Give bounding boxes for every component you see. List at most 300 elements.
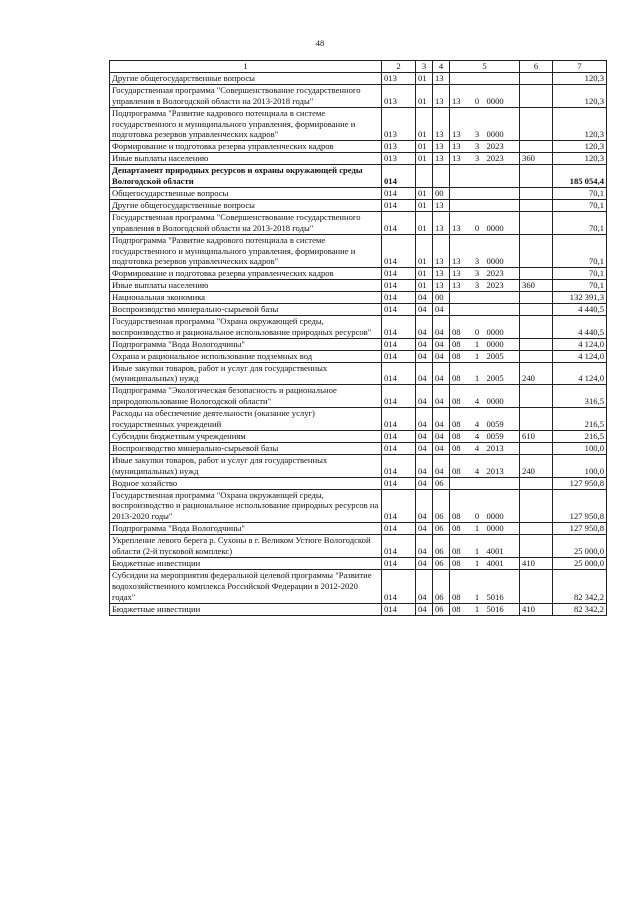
table-row xyxy=(110,304,607,316)
subprogram-code-cell: 0 xyxy=(470,211,485,234)
subprogram-code-cell: 1 xyxy=(470,338,485,350)
amount-cell: 4 124,0 xyxy=(553,350,607,362)
amount-cell: 127 950,8 xyxy=(553,489,607,523)
section-code-cell: 04 xyxy=(416,315,433,338)
direction-code-cell: 2005 xyxy=(485,362,520,385)
program-code-cell: 08 xyxy=(450,362,470,385)
direction-code-cell: 5016 xyxy=(485,603,520,615)
table-row xyxy=(110,557,607,569)
amount-cell: 127 950,8 xyxy=(553,523,607,535)
program-code-cell: 08 xyxy=(450,385,470,408)
section-code-cell: 04 xyxy=(416,338,433,350)
direction-code-cell: 0000 xyxy=(485,211,520,234)
program-code-cell: 13 xyxy=(450,141,470,153)
expense-type-cell xyxy=(520,442,553,454)
expense-type-cell: 410 xyxy=(520,557,553,569)
table-row xyxy=(110,187,607,199)
subprogram-code-cell: 0 xyxy=(470,84,485,107)
row-name-cell: Подпрограмма "Развитие кадрового потенциала в системе государственного и муниципального управления, формирование и подготовка резервов управленческих кадров" xyxy=(110,107,382,141)
amount-cell: 100,0 xyxy=(553,454,607,477)
section-code-cell: 04 xyxy=(416,385,433,408)
subsection-code-cell: 04 xyxy=(433,385,450,408)
section-code-cell: 01 xyxy=(416,199,433,211)
row-name-cell: Подпрограмма "Экологическая безопасность и рациональное природопользование Вологодской области" xyxy=(110,385,382,408)
expense-type-cell: 610 xyxy=(520,431,553,443)
section-code-cell: 01 xyxy=(416,234,433,268)
amount-cell: 70,1 xyxy=(553,280,607,292)
expense-type-cell xyxy=(520,350,553,362)
expense-type-cell: 360 xyxy=(520,153,553,165)
table-row xyxy=(110,199,607,211)
subprogram-code-cell xyxy=(470,304,485,316)
ministry-code-cell: 014 xyxy=(382,489,416,523)
table-row xyxy=(110,442,607,454)
direction-code-cell: 2023 xyxy=(485,153,520,165)
subsection-code-cell: 13 xyxy=(433,268,450,280)
direction-code-cell xyxy=(485,187,520,199)
program-code-cell xyxy=(450,292,470,304)
program-code-cell: 08 xyxy=(450,408,470,431)
header-col-6: 6 xyxy=(520,61,553,73)
subprogram-code-cell xyxy=(470,165,485,188)
amount-cell: 132 391,3 xyxy=(553,292,607,304)
direction-code-cell: 4001 xyxy=(485,557,520,569)
row-name-cell: Государственная программа "Совершенствование государственного управления в Вологодской области на 2013-2018 годы" xyxy=(110,84,382,107)
program-code-cell: 13 xyxy=(450,107,470,141)
subsection-code-cell: 04 xyxy=(433,338,450,350)
subsection-code-cell: 04 xyxy=(433,304,450,316)
program-code-cell: 08 xyxy=(450,569,470,603)
subprogram-code-cell: 3 xyxy=(470,107,485,141)
table-row xyxy=(110,315,607,338)
amount-cell: 4 440,5 xyxy=(553,315,607,338)
subsection-code-cell: 13 xyxy=(433,199,450,211)
subprogram-code-cell: 3 xyxy=(470,280,485,292)
subsection-code-cell: 13 xyxy=(433,84,450,107)
direction-code-cell: 2005 xyxy=(485,350,520,362)
ministry-code-cell: 013 xyxy=(382,84,416,107)
direction-code-cell: 0000 xyxy=(485,315,520,338)
row-name-cell: Иные закупки товаров, работ и услуг для государственных (муниципальных) нужд xyxy=(110,454,382,477)
amount-cell: 120,3 xyxy=(553,84,607,107)
expense-type-cell xyxy=(520,268,553,280)
row-name-cell: Иные закупки товаров, работ и услуг для государственных (муниципальных) нужд xyxy=(110,362,382,385)
expense-type-cell: 410 xyxy=(520,603,553,615)
section-code-cell: 01 xyxy=(416,187,433,199)
subsection-code-cell: 13 xyxy=(433,141,450,153)
ministry-code-cell: 013 xyxy=(382,107,416,141)
ministry-code-cell: 014 xyxy=(382,408,416,431)
table-row xyxy=(110,280,607,292)
ministry-code-cell: 013 xyxy=(382,153,416,165)
expense-type-cell xyxy=(520,569,553,603)
row-name-cell: Бюджетные инвестиции xyxy=(110,557,382,569)
table-row xyxy=(110,362,607,385)
section-code-cell: 04 xyxy=(416,431,433,443)
ministry-code-cell: 014 xyxy=(382,280,416,292)
table-row xyxy=(110,477,607,489)
program-code-cell: 08 xyxy=(450,535,470,558)
subprogram-code-cell: 3 xyxy=(470,268,485,280)
program-code-cell: 08 xyxy=(450,603,470,615)
program-code-cell xyxy=(450,199,470,211)
section-code-cell: 04 xyxy=(416,489,433,523)
expense-type-cell: 240 xyxy=(520,454,553,477)
section-code-cell: 04 xyxy=(416,523,433,535)
amount-cell: 70,1 xyxy=(553,199,607,211)
subsection-code-cell: 13 xyxy=(433,211,450,234)
ministry-code-cell: 014 xyxy=(382,304,416,316)
amount-cell: 25 000,0 xyxy=(553,557,607,569)
subsection-code-cell: 06 xyxy=(433,535,450,558)
section-code-cell: 01 xyxy=(416,211,433,234)
ministry-code-cell: 014 xyxy=(382,211,416,234)
subprogram-code-cell: 4 xyxy=(470,442,485,454)
expense-type-cell xyxy=(520,477,553,489)
subprogram-code-cell xyxy=(470,477,485,489)
subsection-code-cell: 13 xyxy=(433,107,450,141)
direction-code-cell: 0059 xyxy=(485,408,520,431)
section-code-cell: 04 xyxy=(416,535,433,558)
ministry-code-cell: 014 xyxy=(382,268,416,280)
subsection-code-cell: 06 xyxy=(433,489,450,523)
expense-type-cell xyxy=(520,489,553,523)
direction-code-cell: 2013 xyxy=(485,454,520,477)
ministry-code-cell: 014 xyxy=(382,187,416,199)
direction-code-cell: 0000 xyxy=(485,84,520,107)
subsection-code-cell: 13 xyxy=(433,234,450,268)
program-code-cell: 08 xyxy=(450,350,470,362)
amount-cell: 82 342,2 xyxy=(553,569,607,603)
subprogram-code-cell: 4 xyxy=(470,385,485,408)
expense-type-cell xyxy=(520,523,553,535)
program-code-cell: 13 xyxy=(450,234,470,268)
program-code-cell: 08 xyxy=(450,489,470,523)
amount-cell: 4 440,5 xyxy=(553,304,607,316)
expense-type-cell xyxy=(520,315,553,338)
program-code-cell: 13 xyxy=(450,84,470,107)
expense-type-cell xyxy=(520,72,553,84)
program-code-cell xyxy=(450,165,470,188)
table-row xyxy=(110,292,607,304)
row-name-cell: Иные выплаты населению xyxy=(110,280,382,292)
header-col-7: 7 xyxy=(553,61,607,73)
table-row xyxy=(110,603,607,615)
direction-code-cell xyxy=(485,304,520,316)
subprogram-code-cell: 4 xyxy=(470,454,485,477)
section-code-cell: 04 xyxy=(416,350,433,362)
section-code-cell: 01 xyxy=(416,141,433,153)
program-code-cell xyxy=(450,477,470,489)
direction-code-cell xyxy=(485,72,520,84)
row-name-cell: Подпрограмма "Развитие кадрового потенциала в системе государственного и муниципального управления, формирование и подготовка резервов управленческих кадров" xyxy=(110,234,382,268)
subsection-code-cell: 00 xyxy=(433,292,450,304)
amount-cell: 216,5 xyxy=(553,408,607,431)
amount-cell: 120,3 xyxy=(553,72,607,84)
table-row xyxy=(110,338,607,350)
direction-code-cell xyxy=(485,292,520,304)
program-code-cell: 13 xyxy=(450,211,470,234)
direction-code-cell xyxy=(485,477,520,489)
expense-type-cell xyxy=(520,408,553,431)
subprogram-code-cell: 1 xyxy=(470,569,485,603)
row-name-cell: Общегосударственные вопросы xyxy=(110,187,382,199)
subsection-code-cell: 04 xyxy=(433,315,450,338)
section-code-cell: 04 xyxy=(416,569,433,603)
direction-code-cell: 2023 xyxy=(485,268,520,280)
row-name-cell: Охрана и рациональное использование подземных вод xyxy=(110,350,382,362)
subsection-code-cell: 04 xyxy=(433,442,450,454)
table-row xyxy=(110,454,607,477)
section-code-cell: 01 xyxy=(416,153,433,165)
program-code-cell: 08 xyxy=(450,338,470,350)
amount-cell: 70,1 xyxy=(553,234,607,268)
ministry-code-cell: 014 xyxy=(382,385,416,408)
direction-code-cell: 0000 xyxy=(485,107,520,141)
program-code-cell: 08 xyxy=(450,442,470,454)
direction-code-cell: 5016 xyxy=(485,569,520,603)
ministry-code-cell: 014 xyxy=(382,199,416,211)
table-row xyxy=(110,569,607,603)
expense-type-cell xyxy=(520,165,553,188)
subsection-code-cell: 04 xyxy=(433,431,450,443)
direction-code-cell: 0000 xyxy=(485,234,520,268)
subsection-code-cell: 04 xyxy=(433,350,450,362)
section-code-cell xyxy=(416,165,433,188)
program-code-cell: 08 xyxy=(450,454,470,477)
row-name-cell: Другие общегосударственные вопросы xyxy=(110,199,382,211)
expense-type-cell xyxy=(520,338,553,350)
amount-cell: 120,3 xyxy=(553,107,607,141)
direction-code-cell xyxy=(485,199,520,211)
expense-type-cell xyxy=(520,385,553,408)
expense-type-cell xyxy=(520,199,553,211)
ministry-code-cell: 014 xyxy=(382,523,416,535)
expense-type-cell xyxy=(520,304,553,316)
amount-cell: 120,3 xyxy=(553,153,607,165)
subprogram-code-cell: 3 xyxy=(470,234,485,268)
subsection-code-cell: 13 xyxy=(433,72,450,84)
table-row xyxy=(110,234,607,268)
subsection-code-cell: 06 xyxy=(433,603,450,615)
direction-code-cell: 4001 xyxy=(485,535,520,558)
expense-type-cell xyxy=(520,234,553,268)
direction-code-cell: 0000 xyxy=(485,489,520,523)
section-code-cell: 01 xyxy=(416,280,433,292)
subsection-code-cell: 06 xyxy=(433,477,450,489)
section-code-cell: 04 xyxy=(416,557,433,569)
section-code-cell: 01 xyxy=(416,107,433,141)
amount-cell: 120,3 xyxy=(553,141,607,153)
subsection-code-cell: 13 xyxy=(433,153,450,165)
subprogram-code-cell xyxy=(470,187,485,199)
subprogram-code-cell xyxy=(470,199,485,211)
program-code-cell: 13 xyxy=(450,280,470,292)
table-row xyxy=(110,72,607,84)
section-code-cell: 01 xyxy=(416,268,433,280)
subsection-code-cell xyxy=(433,165,450,188)
row-name-cell: Водное хозяйство xyxy=(110,477,382,489)
program-code-cell: 08 xyxy=(450,315,470,338)
ministry-code-cell: 014 xyxy=(382,338,416,350)
subsection-code-cell: 04 xyxy=(433,362,450,385)
subprogram-code-cell xyxy=(470,292,485,304)
section-code-cell: 04 xyxy=(416,454,433,477)
direction-code-cell: 2023 xyxy=(485,280,520,292)
subsection-code-cell: 00 xyxy=(433,187,450,199)
subprogram-code-cell: 3 xyxy=(470,153,485,165)
section-code-cell: 01 xyxy=(416,84,433,107)
section-code-cell: 04 xyxy=(416,603,433,615)
budget-table xyxy=(109,60,607,616)
ministry-code-cell: 014 xyxy=(382,569,416,603)
subprogram-code-cell: 1 xyxy=(470,350,485,362)
expense-type-cell: 360 xyxy=(520,280,553,292)
amount-cell: 4 124,0 xyxy=(553,362,607,385)
subsection-code-cell: 13 xyxy=(433,280,450,292)
ministry-code-cell: 013 xyxy=(382,72,416,84)
amount-cell: 185 054,4 xyxy=(553,165,607,188)
row-name-cell: Воспроизводство минерально-сырьевой базы xyxy=(110,304,382,316)
expense-type-cell xyxy=(520,211,553,234)
subprogram-code-cell: 0 xyxy=(470,489,485,523)
direction-code-cell xyxy=(485,165,520,188)
table-row xyxy=(110,165,607,188)
header-col-3: 3 xyxy=(416,61,433,73)
direction-code-cell: 2013 xyxy=(485,442,520,454)
expense-type-cell: 240 xyxy=(520,362,553,385)
table-row xyxy=(110,523,607,535)
table-row xyxy=(110,268,607,280)
row-name-cell: Департамент природных ресурсов и охраны окружающей среды Вологодской области xyxy=(110,165,382,188)
row-name-cell: Формирование и подготовка резерва управленческих кадров xyxy=(110,141,382,153)
ministry-code-cell: 014 xyxy=(382,557,416,569)
ministry-code-cell: 013 xyxy=(382,141,416,153)
table-row xyxy=(110,211,607,234)
row-name-cell: Национальная экономика xyxy=(110,292,382,304)
expense-type-cell xyxy=(520,141,553,153)
header-col-4: 4 xyxy=(433,61,450,73)
table-body xyxy=(110,61,607,616)
row-name-cell: Государственная программа "Охрана окружающей среды, воспроизводство и рациональное использование природных ресурсов на 2013-2020 годы" xyxy=(110,489,382,523)
program-code-cell xyxy=(450,304,470,316)
subsection-code-cell: 04 xyxy=(433,408,450,431)
direction-code-cell: 0059 xyxy=(485,431,520,443)
amount-cell: 127 950,8 xyxy=(553,477,607,489)
expense-type-cell xyxy=(520,107,553,141)
row-name-cell: Иные выплаты населению xyxy=(110,153,382,165)
subprogram-code-cell: 1 xyxy=(470,603,485,615)
direction-code-cell: 0000 xyxy=(485,523,520,535)
ministry-code-cell: 014 xyxy=(382,442,416,454)
row-name-cell: Бюджетные инвестиции xyxy=(110,603,382,615)
subprogram-code-cell: 4 xyxy=(470,431,485,443)
row-name-cell: Формирование и подготовка резерва управленческих кадров xyxy=(110,268,382,280)
row-name-cell: Субсидии на мероприятия федеральной целевой программы "Развитие водохозяйственного комплекса Российской Федерации в 2012-2020 годах" xyxy=(110,569,382,603)
subprogram-code-cell: 0 xyxy=(470,315,485,338)
program-code-cell xyxy=(450,72,470,84)
section-code-cell: 04 xyxy=(416,292,433,304)
page-number: 48 xyxy=(315,38,325,48)
subprogram-code-cell: 1 xyxy=(470,523,485,535)
subprogram-code-cell xyxy=(470,72,485,84)
direction-code-cell: 0000 xyxy=(485,385,520,408)
ministry-code-cell: 014 xyxy=(382,315,416,338)
section-code-cell: 01 xyxy=(416,72,433,84)
section-code-cell: 04 xyxy=(416,362,433,385)
header-col-2: 2 xyxy=(382,61,416,73)
section-code-cell: 04 xyxy=(416,442,433,454)
ministry-code-cell: 014 xyxy=(382,165,416,188)
section-code-cell: 04 xyxy=(416,477,433,489)
ministry-code-cell: 014 xyxy=(382,362,416,385)
expense-type-cell xyxy=(520,84,553,107)
table-row xyxy=(110,431,607,443)
table-row xyxy=(110,535,607,558)
subsection-code-cell: 04 xyxy=(433,454,450,477)
table-row xyxy=(110,153,607,165)
subprogram-code-cell: 3 xyxy=(470,141,485,153)
amount-cell: 70,1 xyxy=(553,268,607,280)
row-name-cell: Подпрограмма "Вода Вологодчины" xyxy=(110,338,382,350)
ministry-code-cell: 014 xyxy=(382,431,416,443)
amount-cell: 70,1 xyxy=(553,211,607,234)
table-row xyxy=(110,385,607,408)
expense-type-cell xyxy=(520,535,553,558)
ministry-code-cell: 014 xyxy=(382,234,416,268)
program-code-cell: 08 xyxy=(450,523,470,535)
subprogram-code-cell: 4 xyxy=(470,408,485,431)
ministry-code-cell: 014 xyxy=(382,292,416,304)
section-code-cell: 04 xyxy=(416,408,433,431)
program-code-cell xyxy=(450,187,470,199)
table-row xyxy=(110,141,607,153)
expense-type-cell xyxy=(520,187,553,199)
section-code-cell: 04 xyxy=(416,304,433,316)
table-row xyxy=(110,408,607,431)
table-row xyxy=(110,489,607,523)
header-col-5: 5 xyxy=(450,61,520,73)
ministry-code-cell: 014 xyxy=(382,454,416,477)
program-code-cell: 13 xyxy=(450,268,470,280)
expense-type-cell xyxy=(520,292,553,304)
program-code-cell: 13 xyxy=(450,153,470,165)
row-name-cell: Расходы на обеспечение деятельности (оказание услуг) государственных учреждений xyxy=(110,408,382,431)
subprogram-code-cell: 1 xyxy=(470,535,485,558)
row-name-cell: Государственная программа "Охрана окружающей среды, воспроизводство и рациональное использование природных ресурсов" xyxy=(110,315,382,338)
amount-cell: 216,5 xyxy=(553,431,607,443)
ministry-code-cell: 014 xyxy=(382,535,416,558)
row-name-cell: Другие общегосударственные вопросы xyxy=(110,72,382,84)
amount-cell: 70,1 xyxy=(553,187,607,199)
table-row xyxy=(110,84,607,107)
row-name-cell: Подпрограмма "Вода Вологодчины" xyxy=(110,523,382,535)
ministry-code-cell: 014 xyxy=(382,603,416,615)
subsection-code-cell: 06 xyxy=(433,569,450,603)
amount-cell: 4 124,0 xyxy=(553,338,607,350)
row-name-cell: Воспроизводство минерально-сырьевой базы xyxy=(110,442,382,454)
subprogram-code-cell: 1 xyxy=(470,557,485,569)
subsection-code-cell: 06 xyxy=(433,557,450,569)
amount-cell: 25 000,0 xyxy=(553,535,607,558)
table-row xyxy=(110,350,607,362)
row-name-cell: Государственная программа "Совершенствование государственного управления в Вологодской области на 2013-2018 годы" xyxy=(110,211,382,234)
table-header-row xyxy=(110,61,607,73)
direction-code-cell: 2023 xyxy=(485,141,520,153)
subsection-code-cell: 06 xyxy=(433,523,450,535)
amount-cell: 82 342,2 xyxy=(553,603,607,615)
header-col-1: 1 xyxy=(110,61,382,73)
